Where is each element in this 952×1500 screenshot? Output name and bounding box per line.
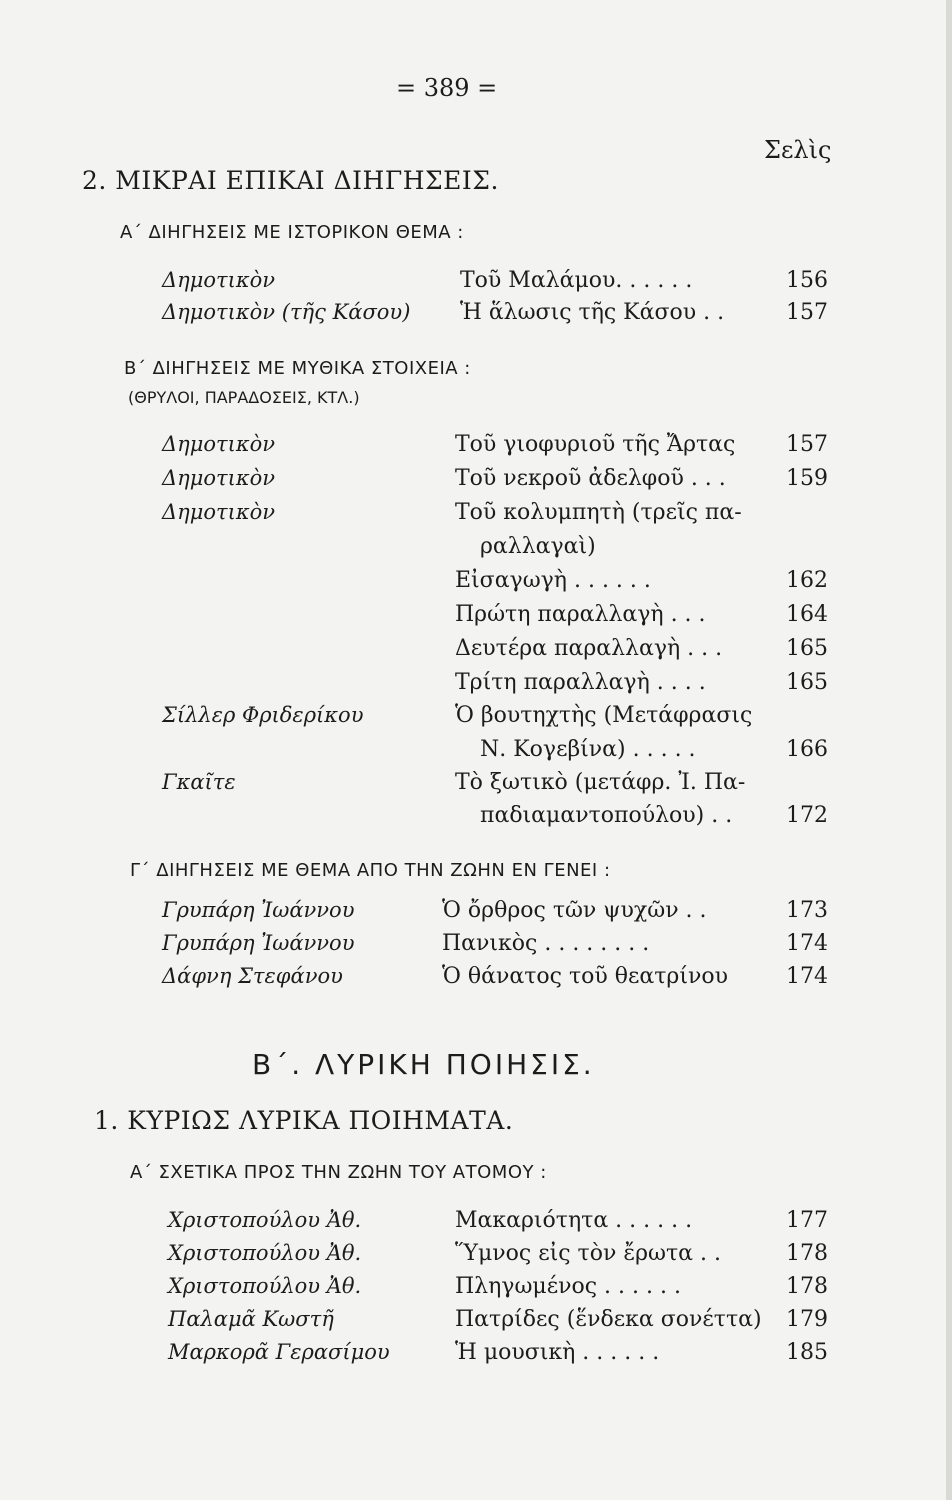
entry-title: Εἰσαγωγὴ . . . . . . bbox=[455, 568, 651, 593]
entry-author: Δημοτικὸν bbox=[162, 500, 276, 524]
group-heading: Γ΄ ΔΙΗΓΗΣΕΙΣ ΜΕ ΘΕΜΑ ΑΠΟ ΤΗΝ ΖΩΗΝ ΕΝ ΓΕΝΕΙ : bbox=[130, 860, 611, 881]
entry-author: Γρυπάρη Ἰωάννου bbox=[162, 931, 355, 955]
entry-author: Δημοτικὸν bbox=[162, 268, 276, 292]
entry-page: 162 bbox=[786, 568, 828, 593]
entry-page: 172 bbox=[786, 803, 828, 828]
entry-title: Τοῦ κολυμπητὴ (τρεῖς πα- bbox=[455, 500, 742, 525]
entry-title: Τρίτη παραλλαγὴ . . . . bbox=[455, 670, 706, 695]
entry-title: Ὕμνος εἰς τὸν ἔρωτα . . bbox=[455, 1241, 721, 1266]
entry-page: 174 bbox=[786, 964, 828, 989]
entry-title: Δευτέρα παραλλαγὴ . . . bbox=[455, 636, 723, 661]
entry-title: Μακαριότητα . . . . . . bbox=[455, 1208, 693, 1233]
entry-title: Τὸ ξωτικὸ (μετάφρ. Ἰ. Πα- bbox=[455, 770, 746, 795]
entry-author: Δημοτικὸν (τῆς Κάσου) bbox=[162, 300, 411, 324]
group-subheading: (ΘΡΥΛΟΙ, ΠΑΡΑΔΟΣΕΙΣ, ΚΤΛ.) bbox=[128, 388, 360, 407]
section-heading: 1. ΚΥΡΙΩΣ ΛΥΡΙΚΑ ΠΟΙΗΜΑΤΑ. bbox=[94, 1106, 514, 1135]
entry-author: Γκαῖτε bbox=[162, 770, 236, 794]
entry-author: Σίλλερ Φριδερίκου bbox=[162, 703, 364, 727]
section-heading: 2. ΜΙΚΡΑΙ ΕΠΙΚΑΙ ΔΙΗΓΗΣΕΙΣ. bbox=[82, 166, 499, 195]
entry-title-continued: ραλλαγαὶ) bbox=[480, 534, 596, 559]
entry-title: Πανικὸς . . . . . . . . bbox=[442, 931, 650, 956]
entry-title-continued: παδιαμαντοπούλου) . . bbox=[480, 803, 733, 828]
entry-title: Πατρίδες (ἕνδεκα σονέττα) bbox=[455, 1307, 762, 1332]
group-heading: Β΄ ΔΙΗΓΗΣΕΙΣ ΜΕ ΜΥΘΙΚΑ ΣΤΟΙΧΕΙΑ : bbox=[124, 358, 471, 379]
entry-title: Ὁ θάνατος τοῦ θεατρίνου bbox=[442, 964, 728, 989]
entry-author: Δημοτικὸν bbox=[162, 432, 276, 456]
entry-page: 174 bbox=[786, 931, 828, 956]
entry-page: 159 bbox=[786, 466, 828, 491]
entry-page: 179 bbox=[786, 1307, 828, 1332]
entry-title-continued: Ν. Κογεβίνα) . . . . . bbox=[480, 737, 696, 762]
part-heading: Β΄. ΛΥΡΙΚΗ ΠΟΙΗΣΙΣ. bbox=[252, 1048, 595, 1081]
entry-title: Ὁ ὄρθρος τῶν ψυχῶν . . bbox=[442, 898, 707, 923]
entry-author: Γρυπάρη Ἰωάννου bbox=[162, 898, 355, 922]
entry-page: 178 bbox=[786, 1274, 828, 1299]
entry-author: Παλαμᾶ Κωστῆ bbox=[168, 1307, 334, 1331]
entry-title: Ὁ βουτηχτὴς (Μετάφρασις bbox=[455, 703, 753, 728]
page-edge bbox=[946, 0, 952, 1500]
entry-page: 173 bbox=[786, 898, 828, 923]
entry-title: Πρώτη παραλλαγὴ . . . bbox=[455, 602, 706, 627]
group-heading: Α΄ ΣΧΕΤΙΚΑ ΠΡΟΣ ΤΗΝ ΖΩΗΝ ΤΟΥ ΑΤΟΜΟΥ : bbox=[130, 1162, 547, 1183]
entry-title: Τοῦ νεκροῦ ἀδελφοῦ . . . bbox=[455, 466, 726, 491]
page-number: = 389 = bbox=[396, 74, 498, 102]
entry-title: Ἡ ἅλωσις τῆς Κάσου . . bbox=[460, 300, 725, 325]
entry-title: Τοῦ Μαλάμου. . . . . . bbox=[460, 268, 693, 293]
entry-author: Χριστοπούλου Ἀθ. bbox=[168, 1241, 362, 1265]
entry-title: Ἡ μουσικὴ . . . . . . bbox=[455, 1340, 660, 1365]
entry-title: Τοῦ γιοφυριοῦ τῆς Ἄρτας bbox=[455, 432, 736, 457]
entry-title: Πληγωμένος . . . . . . bbox=[455, 1274, 681, 1299]
entry-author: Δάφνη Στεφάνου bbox=[162, 964, 343, 988]
entry-author: Χριστοπούλου Ἀθ. bbox=[168, 1208, 362, 1232]
entry-author: Δημοτικὸν bbox=[162, 466, 276, 490]
entry-page: 178 bbox=[786, 1241, 828, 1266]
entry-page: 156 bbox=[786, 268, 828, 293]
entry-page: 164 bbox=[786, 602, 828, 627]
group-heading: Α΄ ΔΙΗΓΗΣΕΙΣ ΜΕ ΙΣΤΟΡΙΚΟΝ ΘΕΜΑ : bbox=[120, 222, 464, 243]
entry-page: 165 bbox=[786, 636, 828, 661]
entry-page: 165 bbox=[786, 670, 828, 695]
entry-page: 166 bbox=[786, 737, 828, 762]
entry-author: Μαρκορᾶ Γερασίμου bbox=[168, 1340, 390, 1364]
entry-page: 177 bbox=[786, 1208, 828, 1233]
entry-page: 157 bbox=[786, 432, 828, 457]
entry-page: 157 bbox=[786, 300, 828, 325]
entry-author: Χριστοπούλου Ἀθ. bbox=[168, 1274, 362, 1298]
entry-page: 185 bbox=[786, 1340, 828, 1365]
column-label: Σελὶς bbox=[764, 136, 832, 164]
